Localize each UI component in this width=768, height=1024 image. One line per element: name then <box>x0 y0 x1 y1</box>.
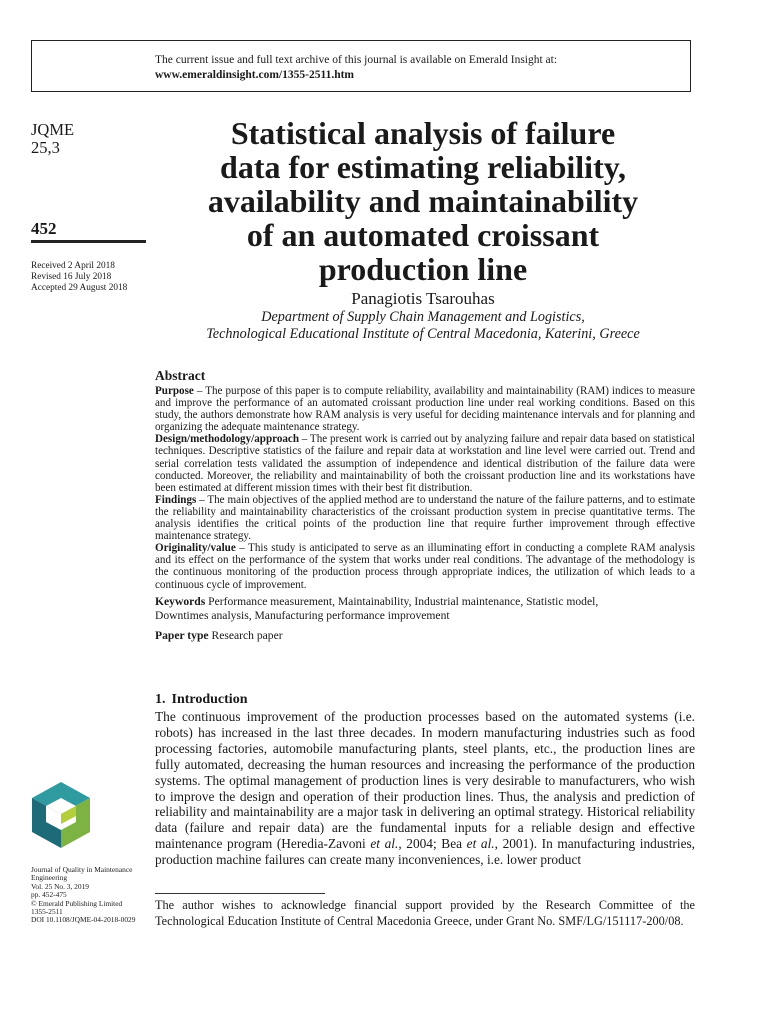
purpose-text: – The purpose of this paper is to compute reliability, availability and maintainability (RAM) indices to measure and improve the performance of an automated croissant production line under real working conditions. Based on this study, the authors demonstrate how RAM analysis is very useful for deciding maintenance intervals and for planning and organizing the adequate maintenance strategy. <box>155 385 695 434</box>
affiliation-line: Technological Educational Institute of Central Macedonia, Katerini, Greece <box>206 326 640 342</box>
findings-label: Findings <box>155 493 197 506</box>
design-label: Design/methodology/approach <box>155 433 300 446</box>
section-heading-introduction <box>155 692 253 708</box>
banner-url[interactable]: www.emeraldinsight.com/1355-2511.htm <box>155 69 355 81</box>
keywords-text-continued: Downtimes analysis, Manufacturing performance improvement <box>155 608 450 622</box>
title-line: of an automated croissant <box>246 217 600 253</box>
citation-etal: et al. <box>370 836 399 852</box>
abstract-design <box>155 433 695 493</box>
originality-text: – This study is anticipated to serve as an illuminating effort in conducting a complete RAM analysis and its effect on the performance of the system that works under real conditions. The advantage of the methodology is the continuous monitoring of the production process through appropriate indices, the utilization of which leads to a continuous cycle of improvement. <box>155 542 695 591</box>
affiliation-line: Department of Supply Chain Management and Logistics, <box>261 309 585 325</box>
journal-info-line: 1355-2511 <box>31 907 63 917</box>
page-number: 452 <box>31 219 57 238</box>
findings-text: – The main objectives of the applied method are to understand the nature of the failure patterns, and to estimate the reliability and maintainability characteristics of the croissant production system in precise quantitative terms. The analysis identifies the critical points of the production line that require further improvement through effective maintenance strategy. <box>155 493 695 543</box>
date-received: Received 2 April 2018 <box>31 261 115 271</box>
article-title <box>150 116 696 286</box>
journal-volume: 25,3 <box>31 138 60 157</box>
abstract-purpose <box>155 385 695 433</box>
abstract-heading: Abstract <box>155 368 206 383</box>
originality-label: Originality/value <box>155 542 236 555</box>
title-line: production line <box>318 251 528 287</box>
keywords-label: Keywords <box>155 594 206 608</box>
journal-info-line: DOI 10.1108/JQME-04-2018-0029 <box>31 915 136 925</box>
abstract-section <box>155 367 695 643</box>
journal-info-line: Journal of Quality in Maintenance <box>31 865 133 874</box>
section-number: 1. <box>155 692 166 707</box>
submission-dates <box>31 261 127 293</box>
abstract-originality <box>155 542 695 590</box>
author-name: Panagiotis Tsarouhas <box>351 289 495 308</box>
journal-info-line: Vol. 25 No. 3, 2019 <box>31 881 89 891</box>
abstract-findings <box>155 494 695 542</box>
citation-etal: et al. <box>466 836 495 852</box>
intro-text: , 2004; Bea <box>398 836 467 852</box>
paper-type-value: Research paper <box>208 628 283 642</box>
emerald-logo-icon <box>30 780 92 850</box>
keywords-text: Performance measurement, Maintainability, Industrial maintenance, Statistic model, <box>205 594 599 608</box>
footnote-rule <box>155 893 325 894</box>
purpose-label: Purpose <box>155 385 194 397</box>
page-number-rule <box>31 240 146 243</box>
paper-type <box>155 629 695 643</box>
keywords <box>155 595 695 623</box>
journal-abbreviation <box>31 121 74 157</box>
title-line: availability and maintainability <box>207 183 639 219</box>
banner-text: The current issue and full text archive of this journal is available on Emerald Insight at: <box>155 54 558 66</box>
date-revised: Revised 16 July 2018 <box>31 271 112 282</box>
intro-text: The continuous improvement of the production processes based on the automated systems (i.e. robots) has increased in the last three decades. In modern manufacturing industries such as food processing factories, automobile manufacturing plants, steel plants, etc., the production lines are fully automated, decreasing the human resources and increasing the performance of the production systems. The optimal management of production lines is very desirable to manufacturers, who wish to improve the design and operation of their production lines. Thus, the analysis and prediction of reliability and maintainability are a major task in delivering an optimal strategy. Historical reliability data (failure and repair data) are the fundamental inputs for a reliable design and effective maintenance program (Heredia-Zavoni <box>155 709 695 852</box>
introduction-body <box>155 709 695 868</box>
design-text: – The present work is carried out by analyzing failure and repair data based on statistical techniques. Descriptive statistics of the failure and repair data at workstation and line level were carried out. Trend and serial correlation tests validated the assumption of independence and identical distribution of the failure data were conducted. Moreover, the reliability and maintainability of both the croissant production line and its workstations have been estimated at different mission times with their best fit distribution. <box>155 433 695 494</box>
journal-info-line: Engineering <box>31 873 68 883</box>
journal-info <box>31 866 135 925</box>
date-accepted: Accepted 29 August 2018 <box>31 282 128 293</box>
journal-info-line: pp. 452-475 <box>31 890 67 900</box>
paper-type-label: Paper type <box>155 628 209 642</box>
journal-info-line: © Emerald Publishing Limited <box>31 898 123 908</box>
journal-abbr-text: JQME <box>31 120 75 139</box>
section-title: Introduction <box>171 692 248 707</box>
intro-text: , 2001). In manufacturing industries, production machine failures can create many inconveniences, i.e. lower product <box>155 836 696 868</box>
title-line: data for estimating reliability, <box>220 149 626 185</box>
acknowledgement-footnote: The author wishes to acknowledge financial support provided by the Research Committee of the Technological Education Institute of Central Macedonia Greece, under Grant No. SMF/LG/151117-200/08. <box>155 898 695 928</box>
journal-banner <box>31 40 691 92</box>
title-line: Statistical analysis of failure <box>230 115 616 151</box>
author-affiliation <box>150 309 696 343</box>
